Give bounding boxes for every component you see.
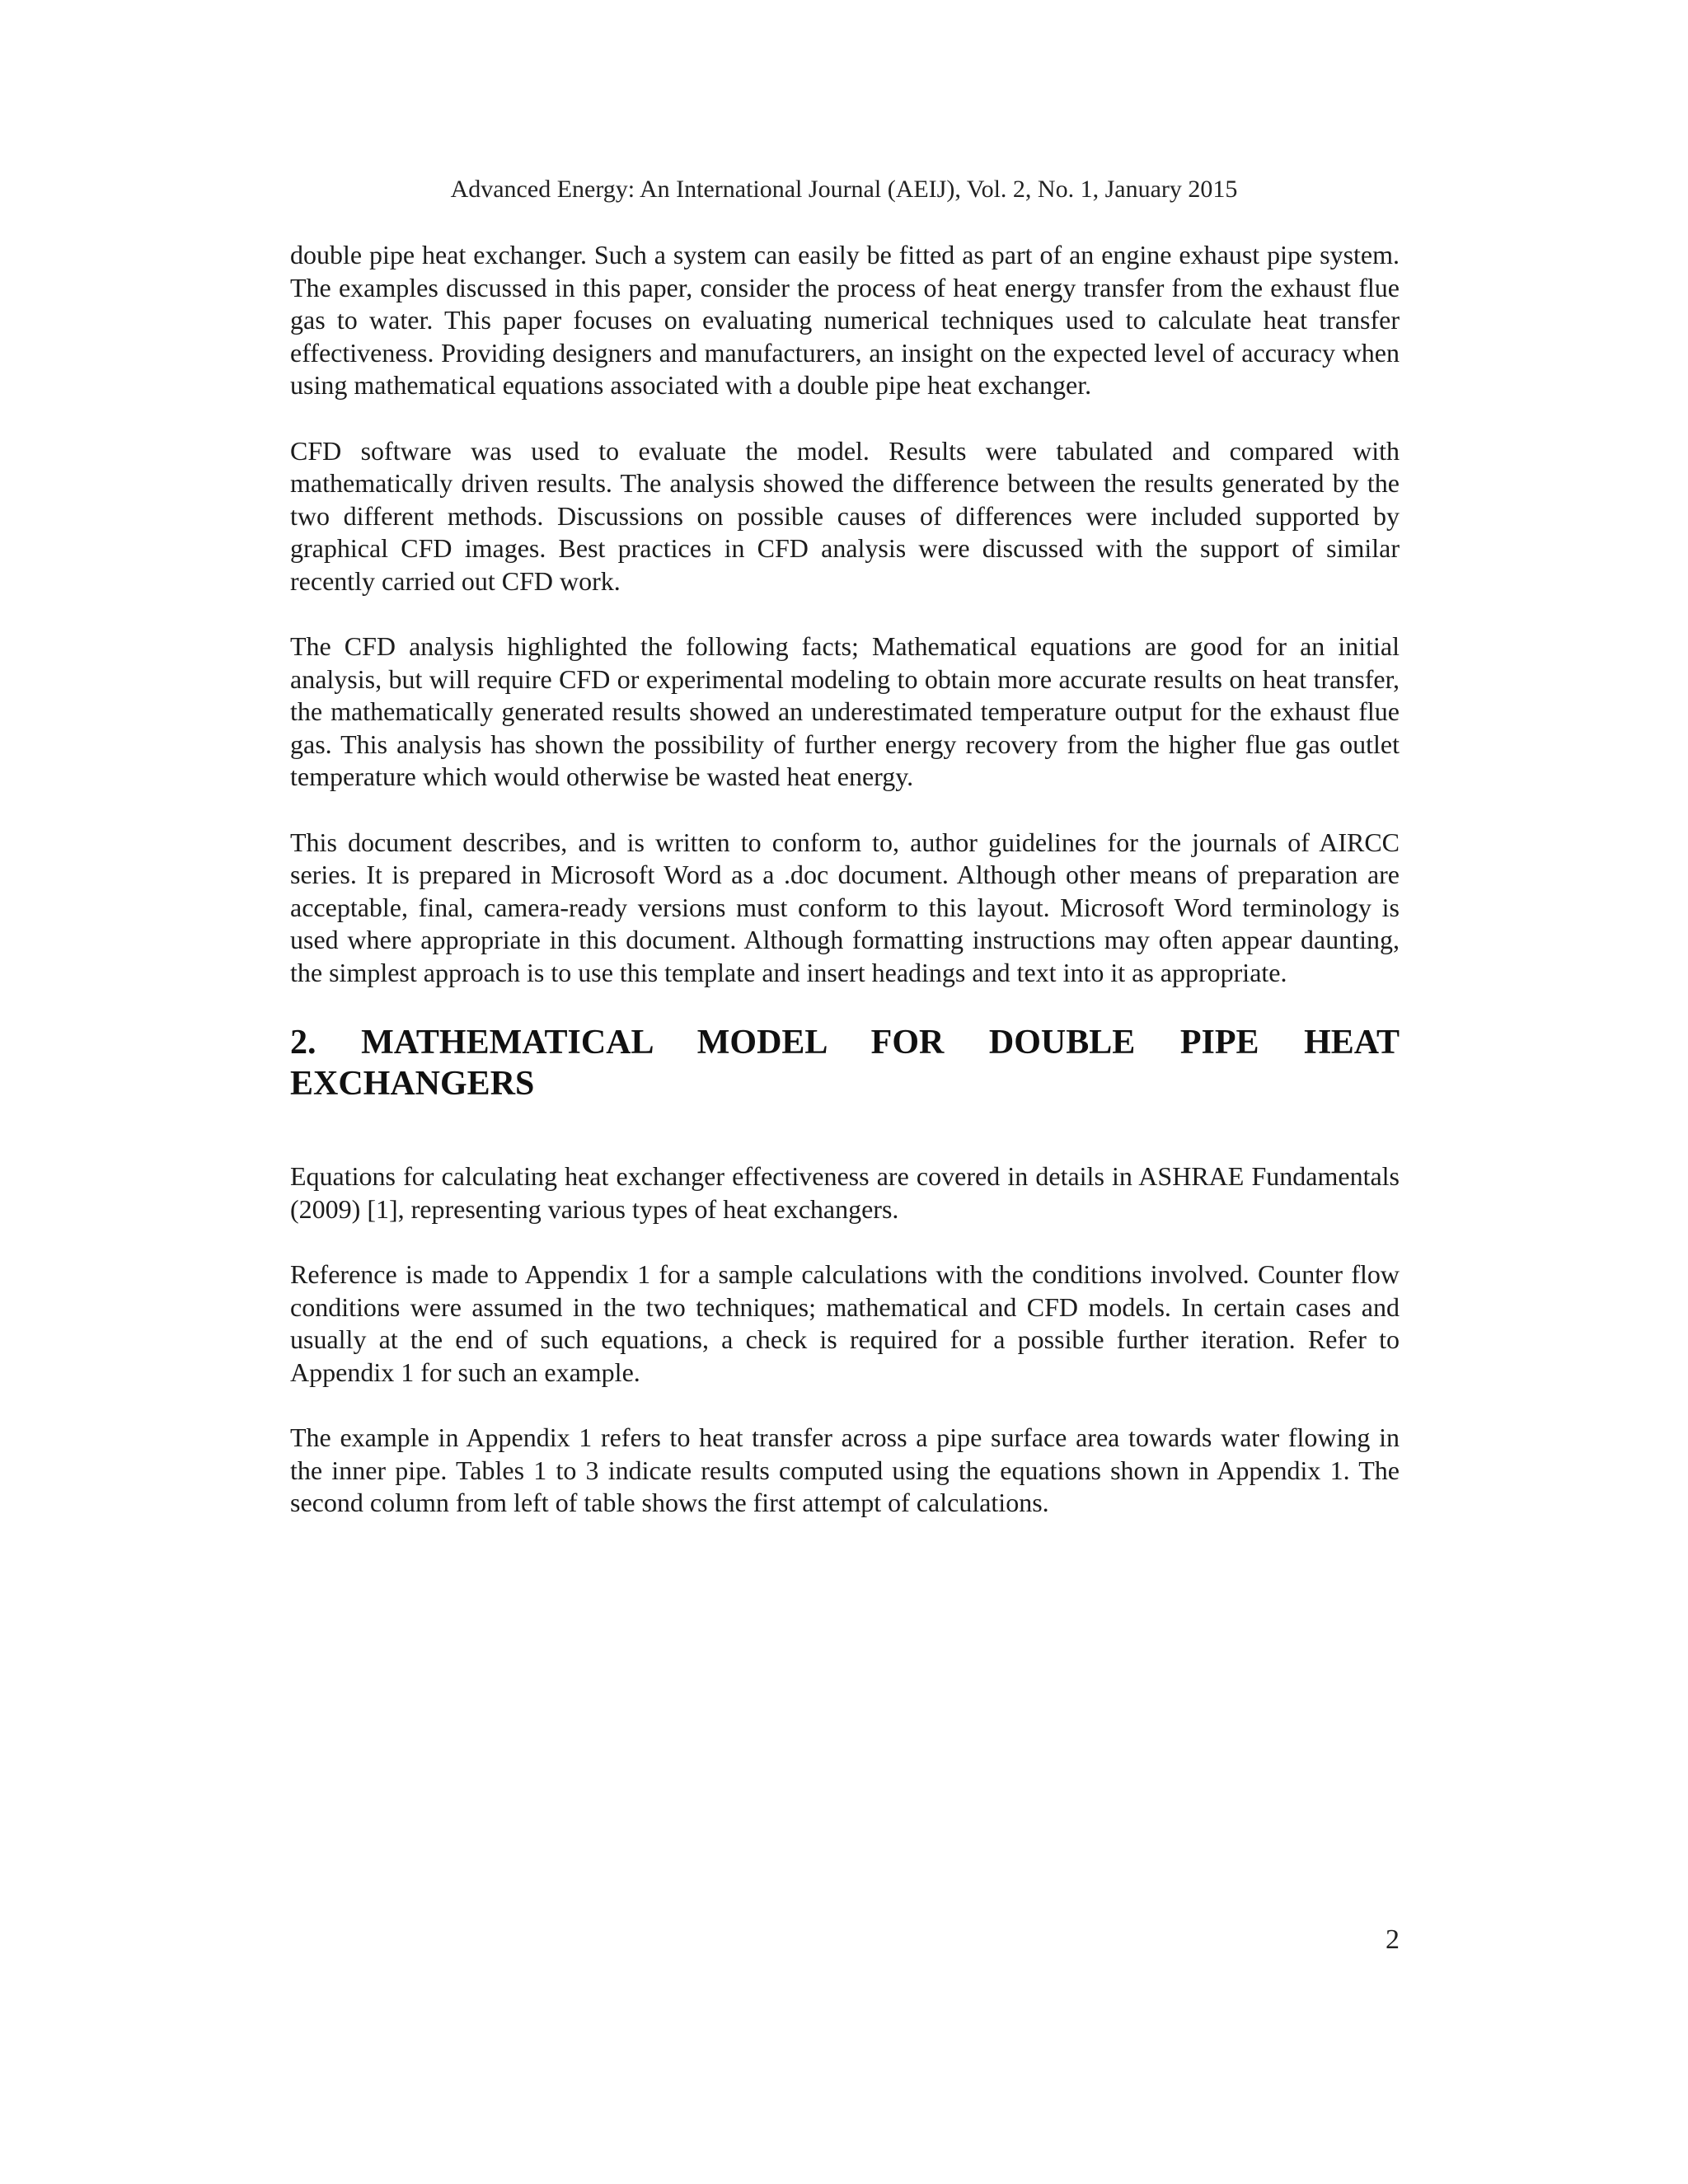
body-text xyxy=(290,239,1400,1553)
page-number: 2 xyxy=(1386,1924,1400,1955)
paragraph-intro-4: This document describes, and is written to conform to, author guidelines for the journals of AIRCC series. It is prepared in Microsoft Word as a .doc document. Although other means of preparation are acceptable, final, camera-ready versions must conform to this layout. Microsoft Word terminology is used where appropriate in this document. Although formatting instructions may often appear daunting, the simplest approach is to use this template and insert headings and text into it as appropriate. xyxy=(290,827,1400,987)
paragraph-intro-1: double pipe heat exchanger. Such a system can easily be fitted as part of an engine exhaust pipe system. The examples discussed in this paper, consider the process of heat energy transfer from the exhaust flue gas to water. This paper focuses on evaluating numerical techniques used to calculate heat transfer effectiveness. Providing designers and manufacturers, an insight on the expected level of accuracy when using mathematical equations associated with a double pipe heat exchanger. xyxy=(290,240,1400,400)
paragraph-intro-3: The CFD analysis highlighted the following facts; Mathematical equations are good for an initial analysis, but will require CFD or experimental modeling to obtain more accurate results on heat transfer, the mathematically generated results showed an underestimated temperature output for the exhaust flue gas. This analysis has shown the possibility of further energy recovery from the higher flue gas outlet temperature which would otherwise be wasted heat energy. xyxy=(290,631,1400,791)
paragraph-section-3: The example in Appendix 1 refers to heat transfer across a pipe surface area towards water flowing in the inner pipe. Tables 1 to 3 indicate results computed using the equations shown in Appendix 1. The second column from left of table shows the first attempt of calculations. xyxy=(290,1422,1400,1517)
paragraph-section-2: Reference is made to Appendix 1 for a sample calculations with the conditions involved. Counter flow conditions were assumed in the two techniques; mathematical and CFD models. In certain cases and usually at the end of such equations, a check is required for a possible further iteration. Refer to Appendix 1 for such an example. xyxy=(290,1259,1400,1387)
running-header: Advanced Energy: An International Journal (AEIJ), Vol. 2, No. 1, January 2015 xyxy=(450,176,1238,203)
paragraph-section-1: Equations for calculating heat exchanger effectiveness are covered in details in ASHRAE Fundamentals (2009) [1], representing various types of heat exchangers. xyxy=(290,1161,1400,1224)
paragraph-intro-2: CFD software was used to evaluate the model. Results were tabulated and compared with mathematically driven results. The analysis showed the difference between the results generated by the two different methods. Discussions on possible causes of differences were included supported by graphical CFD images. Best practices in CFD analysis were discussed with the support of similar recently carried out CFD work. xyxy=(290,435,1400,596)
section-heading: 2. MATHEMATICAL MODEL FOR DOUBLE PIPE HEAT EXCHANGERS xyxy=(290,1024,1400,1103)
